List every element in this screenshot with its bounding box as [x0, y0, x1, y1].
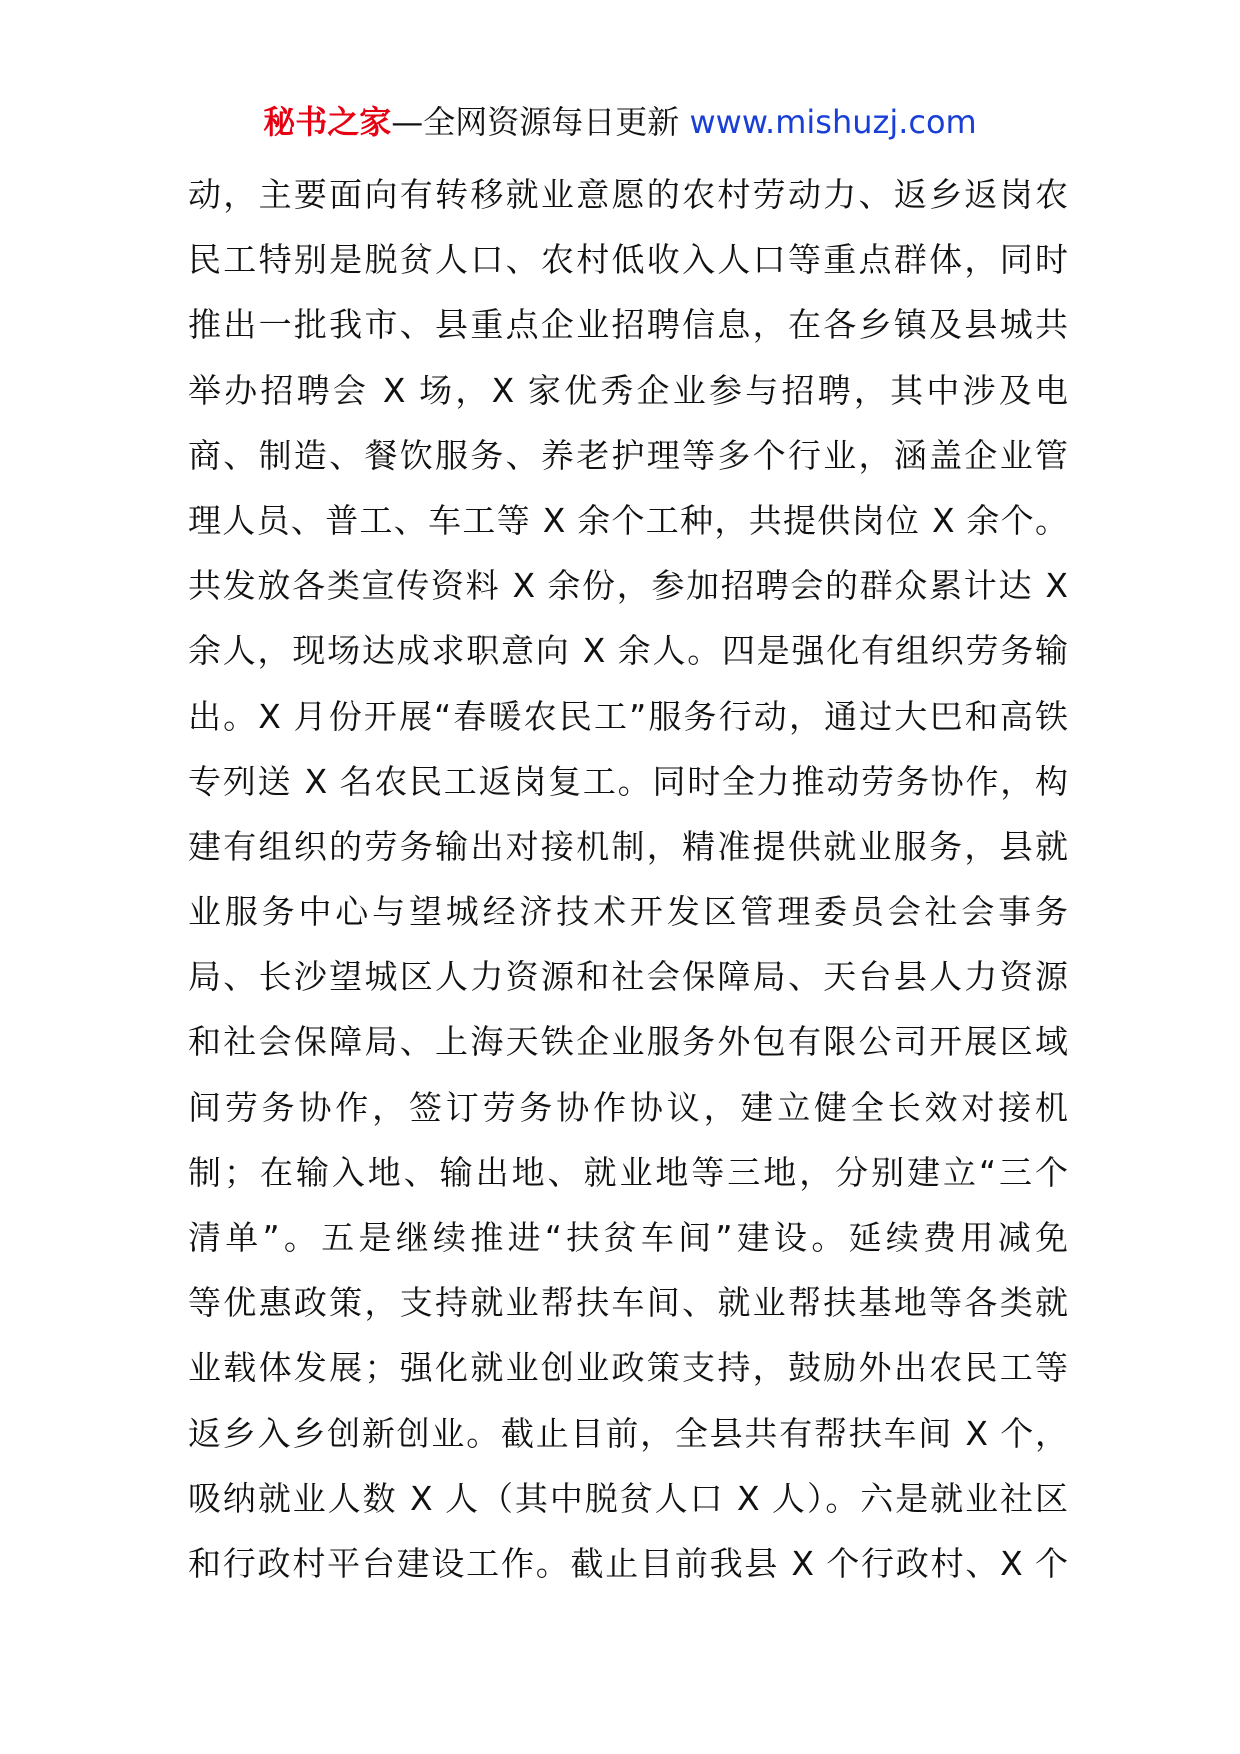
- text-line: 吸纳就业人数 X 人（其中脱贫人口 X 人）。六是就业社区: [188, 1478, 1068, 1518]
- text-line: 余人，现场达成求职意向 X 余人。四是强化有组织劳务输: [188, 631, 1068, 671]
- text-line: 业载体发展；强化就业创业政策支持，鼓励外出农民工等: [188, 1348, 1068, 1388]
- page-header: [0, 100, 1240, 144]
- header-tagline: —全网资源每日更新: [391, 103, 680, 141]
- text-line: 建有组织的劳务输出对接机制，精准提供就业服务，县就: [188, 826, 1068, 866]
- text-line: 共发放各类宣传资料 X 余份，参加招聘会的群众累计达 X: [188, 566, 1068, 606]
- text-line: 返乡入乡创新创业。截止目前，全县共有帮扶车间 X 个，: [188, 1413, 1068, 1453]
- website-link[interactable]: www.mishuzj.com: [689, 103, 977, 141]
- text-line: 举办招聘会 X 场，X 家优秀企业参与招聘，其中涉及电: [188, 370, 1068, 410]
- text-line: 间劳务协作，签订劳务协作协议，建立健全长效对接机: [188, 1087, 1068, 1127]
- text-line: 局、长沙望城区人力资源和社会保障局、天台县人力资源: [188, 957, 1068, 997]
- text-line: 出。X 月份开展“春暖农民工”服务行动，通过大巴和高铁: [188, 696, 1068, 736]
- text-line: 专列送 X 名农民工返岗复工。同时全力推动劳务协作，构: [188, 761, 1068, 801]
- text-line: 理人员、普工、车工等 X 余个工种，共提供岗位 X 余个。: [188, 500, 1068, 540]
- text-line: 业服务中心与望城经济技术开发区管理委员会社会事务: [188, 892, 1068, 932]
- text-line: 商、制造、餐饮服务、养老护理等多个行业，涵盖企业管: [188, 435, 1068, 475]
- text-line: 清单”。五是继续推进“扶贫车间”建设。延续费用减免: [188, 1218, 1068, 1257]
- text-line: 和行政村平台建设工作。截止目前我县 X 个行政村、X 个: [188, 1543, 1068, 1583]
- text-line: 等优惠政策，支持就业帮扶车间、就业帮扶基地等各类就: [188, 1283, 1068, 1323]
- text-line: 和社会保障局、上海天铁企业服务外包有限公司开展区域: [188, 1022, 1068, 1062]
- text-line: 制；在输入地、输出地、就业地等三地，分别建立“三个: [188, 1152, 1068, 1192]
- text-line: 民工特别是脱贫人口、农村低收入人口等重点群体，同时: [188, 240, 1068, 280]
- text-line: 动，主要面向有转移就业意愿的农村劳动力、返乡返岗农: [188, 175, 1068, 214]
- document-body: [188, 162, 1068, 1596]
- text-line: 推出一批我市、县重点企业招聘信息，在各乡镇及县城共: [188, 305, 1068, 345]
- brand-name: 秘书之家: [263, 103, 392, 141]
